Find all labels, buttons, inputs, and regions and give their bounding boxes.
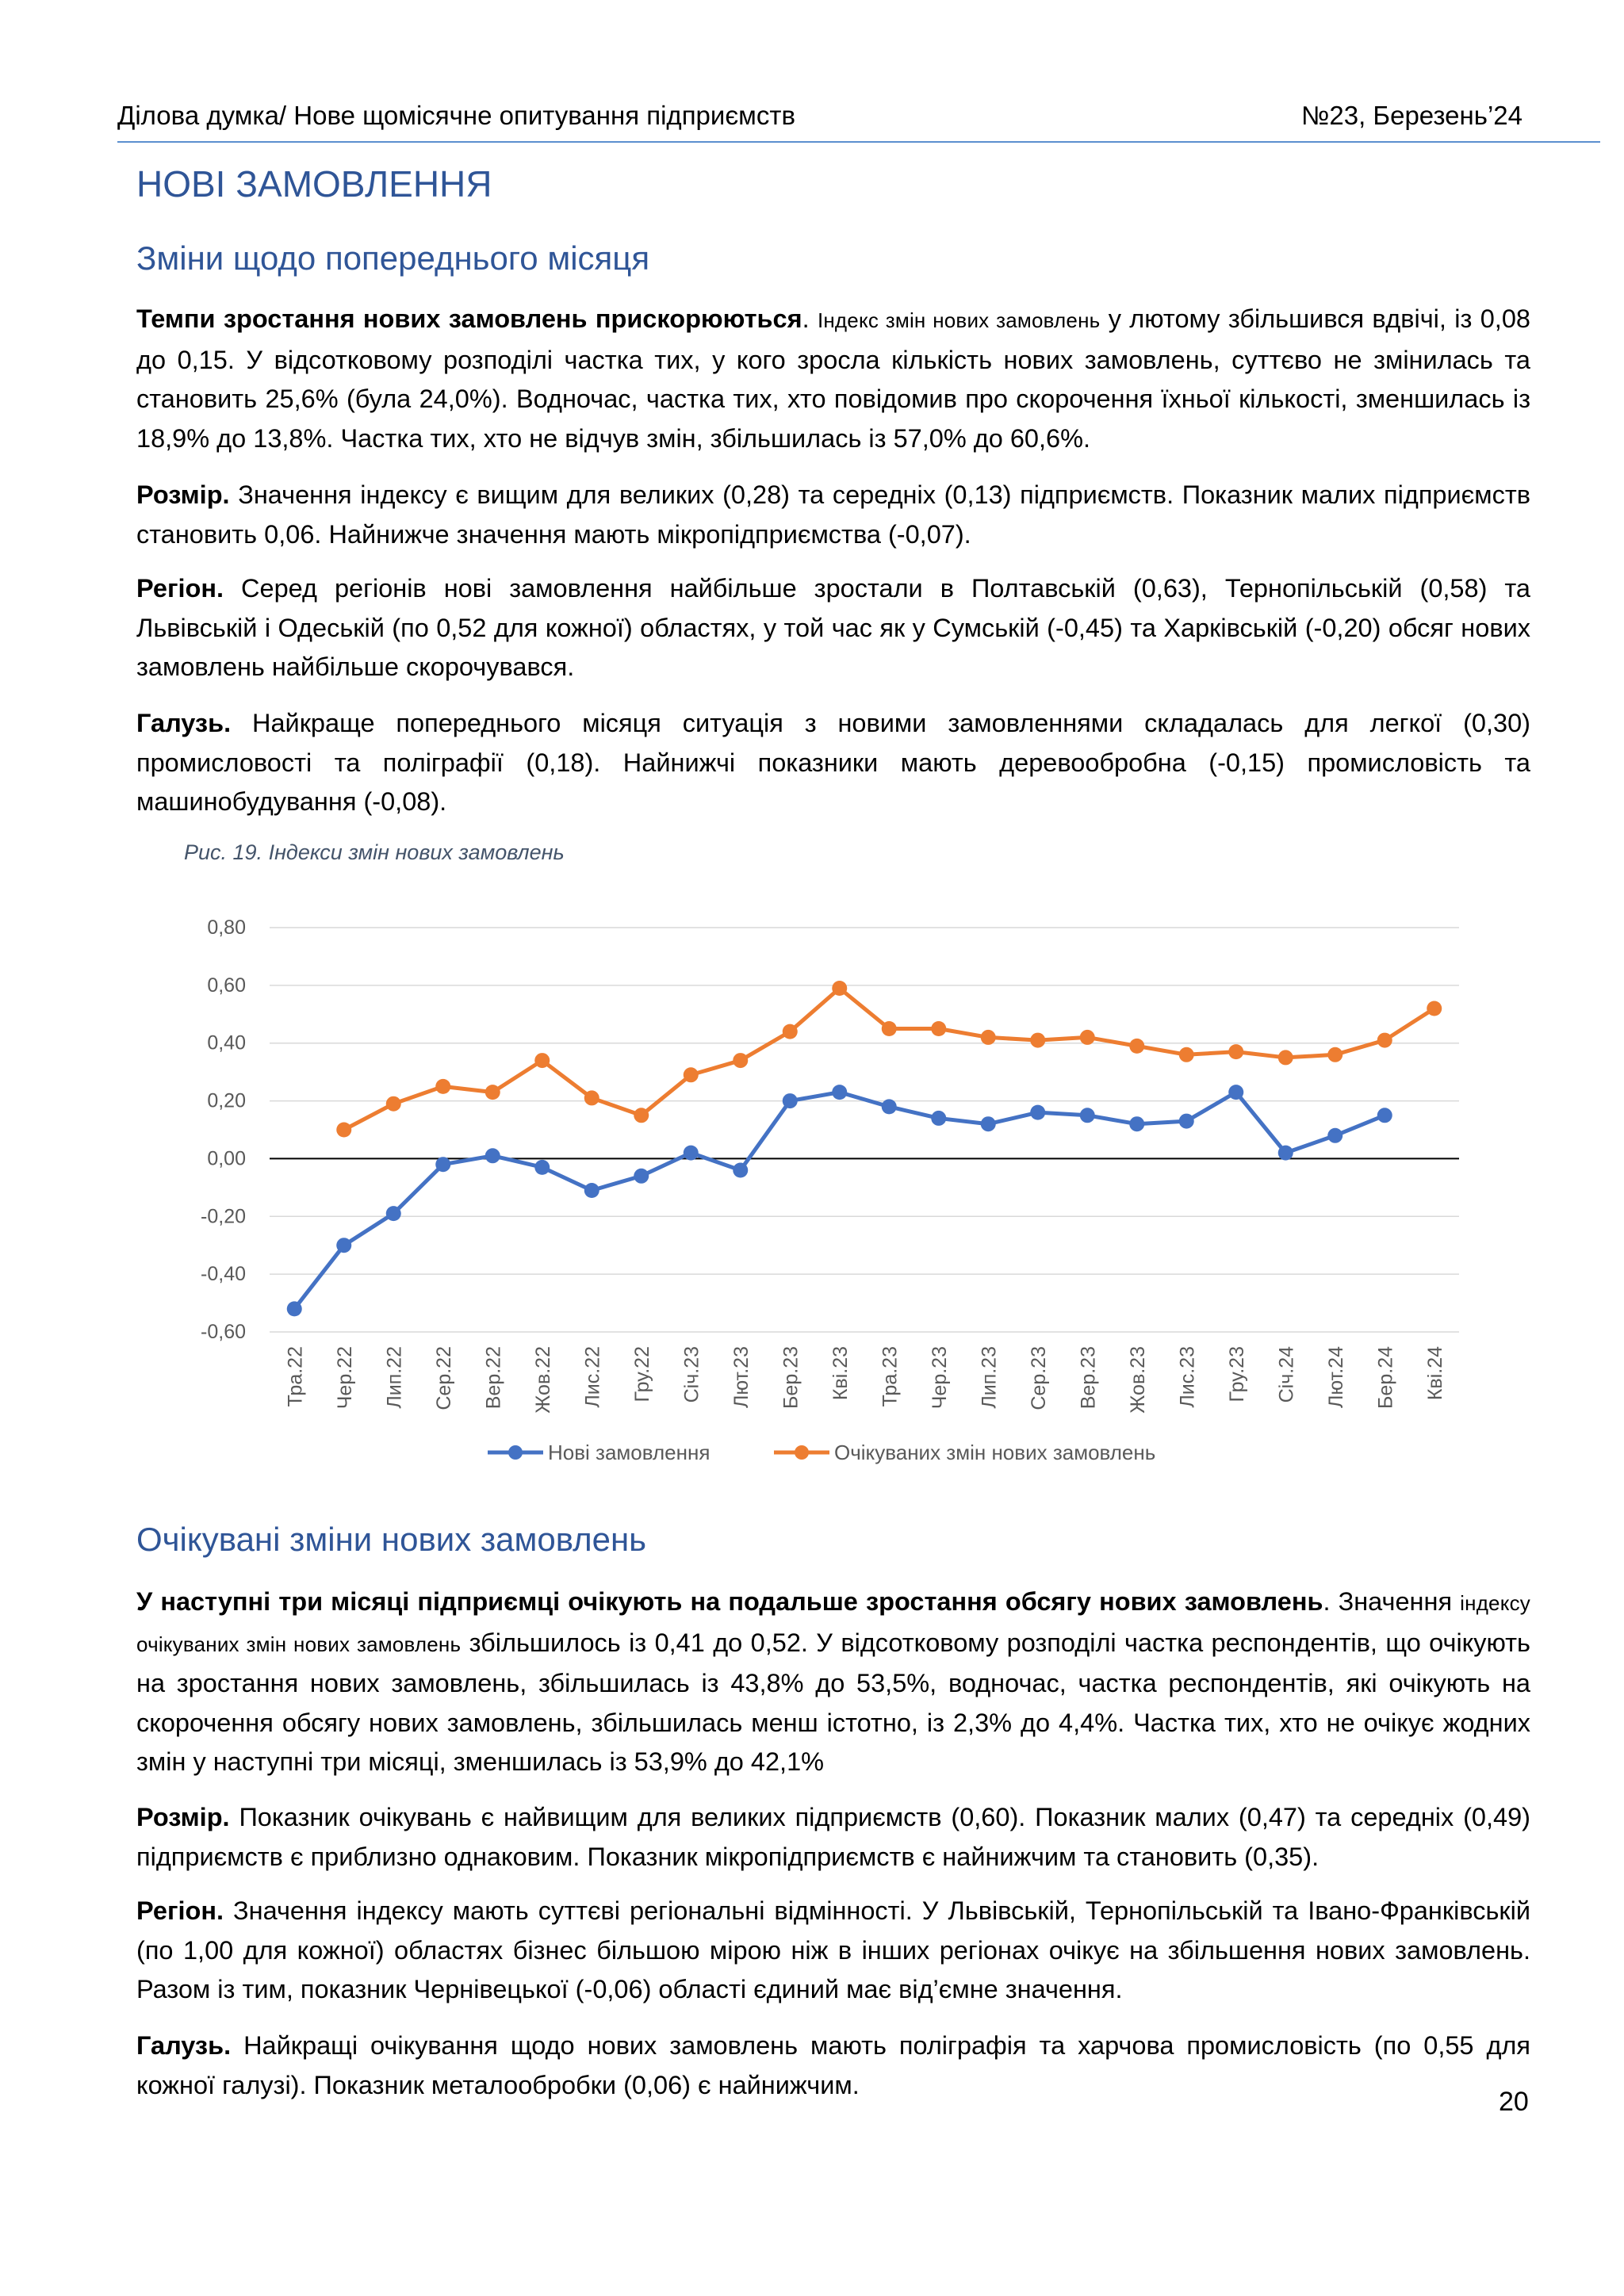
x-tick-label: Лип.22 <box>383 1346 406 1409</box>
y-tick-label: 0,40 <box>207 1031 246 1054</box>
y-tick-label: -0,20 <box>201 1205 246 1228</box>
data-point <box>386 1206 401 1221</box>
data-point <box>684 1067 699 1082</box>
y-tick-label: 0,60 <box>207 974 246 997</box>
x-tick-label: Чер.23 <box>928 1346 951 1410</box>
data-point <box>1030 1033 1045 1048</box>
paragraph-lead: Регіон. <box>136 574 224 603</box>
data-point <box>1179 1047 1194 1062</box>
paragraph-lead: Темпи зростання нових замовлень прискорюються <box>136 304 802 333</box>
data-point <box>783 1024 798 1039</box>
section-title: НОВІ ЗАМОВЛЕННЯ <box>136 163 492 205</box>
x-tick-label: Лип.23 <box>978 1346 1001 1409</box>
paragraph-industry-expectations: Галузь. Найкращі очікування щодо нових замовлень мають поліграфія та харчова промисловість (по 0,55 для кожної галузі). Показник металообробки (0,06) є найнижчим. <box>136 2031 1530 2099</box>
data-point <box>584 1090 599 1105</box>
paragraph-lead: Галузь. <box>136 2031 232 2060</box>
data-point <box>435 1157 450 1172</box>
paragraph-lead: Галузь. <box>136 709 232 737</box>
data-point <box>832 981 847 996</box>
x-tick-label: Січ.24 <box>1275 1346 1298 1403</box>
data-point <box>1080 1108 1095 1123</box>
y-tick-label: -0,60 <box>201 1321 246 1343</box>
data-point <box>485 1148 500 1163</box>
data-point <box>435 1079 450 1094</box>
x-tick-label: Гру.22 <box>630 1346 653 1402</box>
x-tick-label: Вер.23 <box>1077 1346 1100 1410</box>
y-tick-label: -0,40 <box>201 1263 246 1286</box>
series-line <box>294 1093 1385 1309</box>
y-tick-label: 0,20 <box>207 1089 246 1112</box>
subsection-title-monthly: Зміни щодо попереднього місяця <box>136 239 650 277</box>
x-tick-label: Сер.22 <box>432 1346 455 1410</box>
x-tick-label: Сер.23 <box>1027 1346 1050 1410</box>
data-point <box>1278 1050 1293 1065</box>
y-tick-label: 0,00 <box>207 1147 246 1170</box>
x-tick-label: Вер.22 <box>482 1346 505 1410</box>
page-header <box>117 98 1522 133</box>
header-divider <box>117 141 1600 143</box>
data-point <box>1377 1033 1392 1048</box>
data-point <box>485 1085 500 1100</box>
x-tick-label: Кві.23 <box>829 1346 852 1401</box>
data-point <box>584 1183 599 1198</box>
header-issue: №23, Березень’24 <box>1300 101 1522 130</box>
data-point <box>783 1093 798 1108</box>
page-number: 20 <box>1499 2087 1529 2117</box>
paragraph-size-expectations: Розмір. Показник очікувань є найвищим для великих підприємств (0,60). Показник малих (0,47) та середніх (0,49) підприємств є приблизно однаковим. Показник мікропідприємств є найнижчим та становить (0,35). <box>136 1803 1530 1871</box>
paragraph-region-expectations: Регіон. Значення індексу мають суттєві регіональні відмінності. У Львівській, Тернопільській та Івано-Франківській (по 1,00 для кожної) областях бізнес більшою мірою ніж в інших регіонах очікує на збільшення нових замовлень. Разом із тим, показник Чернівецької (-0,06) області єдиний має від’ємне значення. <box>136 1896 1530 2003</box>
x-tick-label: Гру.23 <box>1225 1346 1248 1402</box>
data-point <box>1179 1114 1194 1129</box>
x-tick-label: Жов.23 <box>1126 1346 1149 1414</box>
data-point <box>1427 1001 1442 1016</box>
header-title: Ділова думка/ Нове щомісячне опитування підприємств <box>117 101 796 130</box>
paragraph-industry: Галузь. Найкраще попереднього місяця ситуація з новими замовленнями складалась для легкої (0,30) промисловості та поліграфії (0,18). Найнижчі показники мають деревообробна (-0,15) промисловість та машинобудування (-0,08). <box>136 709 1530 816</box>
index-term: Індекс змін нових замовлень <box>817 308 1101 332</box>
x-tick-label: Тра.23 <box>879 1346 902 1407</box>
data-point <box>733 1163 748 1178</box>
x-tick-label: Бер.24 <box>1374 1346 1397 1409</box>
data-point <box>634 1108 649 1123</box>
new-orders-line-chart <box>159 888 1507 1506</box>
x-tick-label: Кві.24 <box>1423 1346 1446 1401</box>
data-point <box>1278 1146 1293 1161</box>
data-point <box>684 1146 699 1161</box>
paragraph-lead: У наступні три місяці підприємці очікують на подальше зростання обсягу нових замовлень <box>136 1587 1323 1616</box>
paragraph-lead: Розмір. <box>136 1803 230 1831</box>
data-point <box>931 1111 946 1126</box>
x-tick-label: Бер.23 <box>779 1346 802 1409</box>
data-point <box>1327 1047 1342 1062</box>
y-tick-label: 0,80 <box>207 916 246 939</box>
paragraph-trend: Темпи зростання нових замовлень прискорюються. Індекс змін нових замовлень у лютому збільшився вдвічі, із 0,08 до 0,15. У відсотковому розподілі частка тих, у кого зросла кількість нових замовлень, суттєво не змінилась та становить 25,6% (була 24,0%). Водночас, частка тих, хто повідомив про скорочення їхньої кількості, зменшилась із 18,9% до 13,8%. Частка тих, хто не відчув змін, збільшилась із 57,0% до 60,6%. <box>136 304 1530 453</box>
data-point <box>534 1053 550 1068</box>
x-tick-label: Лис.22 <box>581 1346 604 1408</box>
x-tick-label: Тра.22 <box>284 1346 307 1407</box>
figure-caption: Рис. 19. Індекси змін нових замовлень <box>184 840 565 864</box>
data-point <box>1228 1085 1243 1100</box>
legend-swatch-marker <box>508 1445 523 1460</box>
data-point <box>1228 1044 1243 1059</box>
data-point <box>1377 1108 1392 1123</box>
data-point <box>336 1238 351 1253</box>
legend-label: Очікуваних змін нових замовлень <box>834 1441 1156 1464</box>
data-point <box>634 1169 649 1184</box>
paragraph-expectations: У наступні три місяці підприємці очікують на подальше зростання обсягу нових замовлень. Значення індексу очікуваних змін нових замовлень збільшилось із 0,41 до 0,52. У відсотковому розподілі частка респондентів, що очікують на зростання нових замовлень, збільшилась із 43,8% до 53,5%, водночас, частка респондентів, які очікують на скорочення обсягу нових замовлень, збільшилась менш істотно, із 2,3% до 4,4%. Частка тих, хто не очікує жодних змін у наступні три місяці, зменшилась із 53,9% до 42,1% <box>136 1587 1530 1776</box>
data-point <box>733 1053 748 1068</box>
data-point <box>534 1160 550 1175</box>
x-tick-label: Чер.22 <box>333 1346 356 1410</box>
data-point <box>1327 1128 1342 1143</box>
data-point <box>386 1096 401 1112</box>
x-tick-label: Жов.22 <box>531 1346 554 1414</box>
data-point <box>1129 1116 1144 1131</box>
x-tick-label: Лют.23 <box>730 1346 753 1409</box>
data-point <box>882 1099 897 1114</box>
legend-label: Нові замовлення <box>548 1441 710 1464</box>
index-term: індексу очікуваних змін нових замовлень <box>136 1591 1530 1656</box>
data-point <box>1080 1030 1095 1045</box>
data-point <box>832 1085 847 1100</box>
data-point <box>1030 1105 1045 1120</box>
subsection-title-expectations: Очікувані зміни нових замовлень <box>136 1521 647 1558</box>
paragraph-region: Регіон. Серед регіонів нові замовлення найбільше зростали в Полтавській (0,63), Тернопільській (0,58) та Львівській і Одеській (по 0,52 для кожної) областях, у той час як у Сумській (-0,45) та Харківській (-0,20) обсяг нових замовлень найбільше скорочувався. <box>136 574 1530 681</box>
legend-swatch-marker <box>795 1445 809 1460</box>
x-tick-label: Лис.23 <box>1176 1346 1199 1408</box>
paragraph-lead: Розмір. <box>136 480 230 509</box>
data-point <box>931 1021 946 1036</box>
paragraph-lead: Регіон. <box>136 1896 224 1925</box>
x-tick-label: Січ.23 <box>680 1346 703 1403</box>
data-point <box>1129 1039 1144 1054</box>
data-point <box>882 1021 897 1036</box>
x-tick-label: Лют.24 <box>1324 1346 1347 1409</box>
paragraph-size: Розмір. Значення індексу є вищим для великих (0,28) та середніх (0,13) підприємств. Показник малих підприємств становить 0,06. Найнижче значення мають мікропідприємства (-0,07). <box>136 480 1530 549</box>
data-point <box>287 1301 302 1316</box>
data-point <box>336 1123 351 1138</box>
data-point <box>981 1030 996 1045</box>
data-point <box>981 1116 996 1131</box>
